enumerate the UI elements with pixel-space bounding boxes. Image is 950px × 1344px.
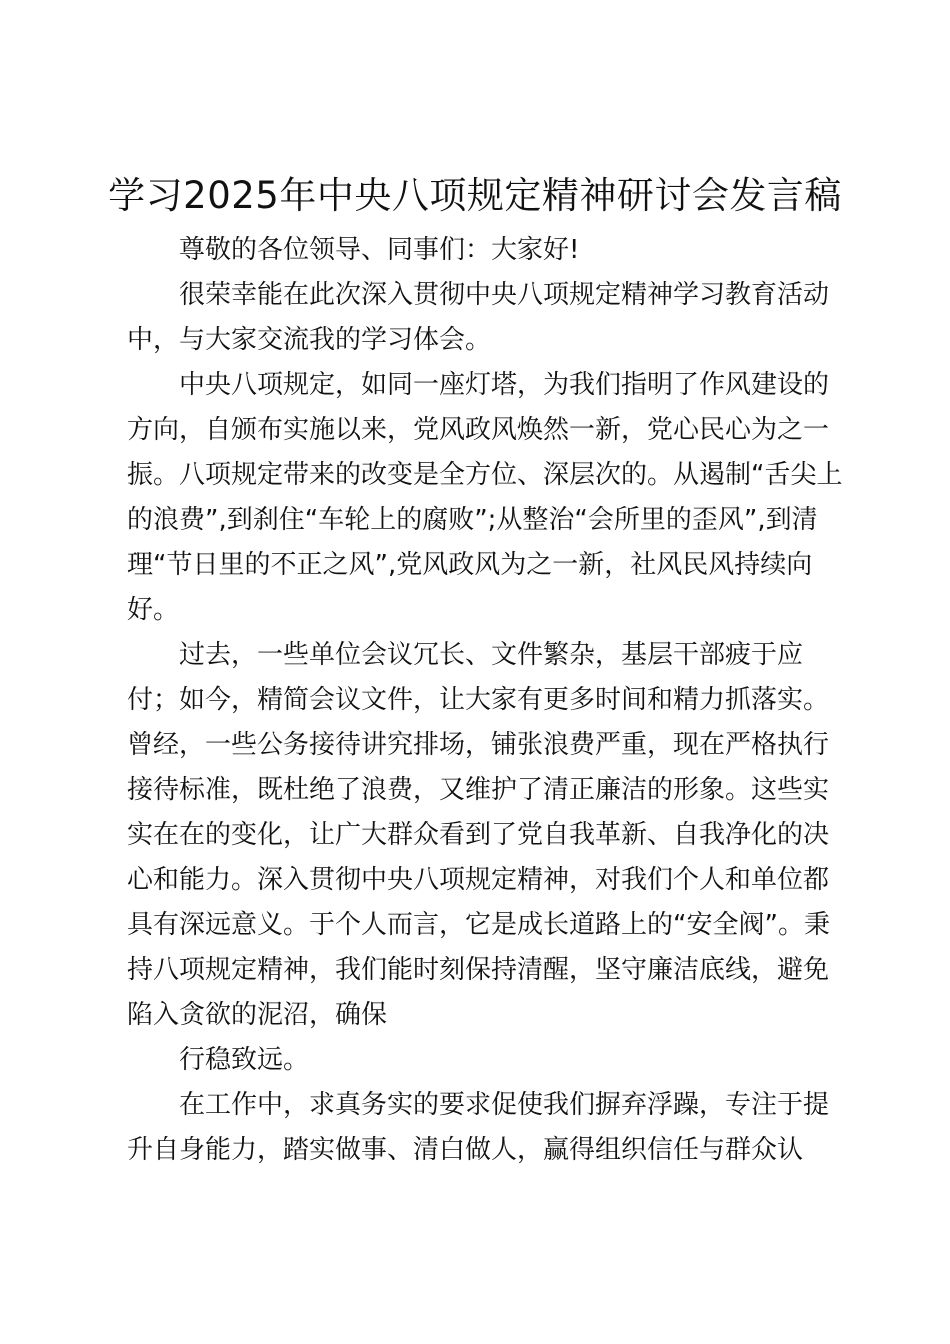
document-body [127,228,843,1173]
text-line: 在工作中，求真务实的要求促使我们摒弃浮躁，专注于提 [179,1090,830,1120]
paragraph-fragment [127,1038,827,1083]
text-line: 持八项规定精神，我们能时刻保持清醒，坚守廉洁底线，避免 [127,955,830,985]
text-line: 具有深远意义。于个人而言，它是成长道路上的“安全阀”。秉 [127,910,830,940]
paragraph-intro [127,273,830,363]
text-line: 方向，自颁布实施以来，党风政风焕然一新，党心民心为之一 [127,415,830,445]
text-line: 付；如今，精简会议文件，让大家有更多时间和精力抓落实。 [127,685,830,715]
text-line: 好。 [127,595,180,625]
text-line: 接待标准，既杜绝了浪费，又维护了清正廉洁的形象。这些实 [127,775,830,805]
text-line: 陷入贪欲的泥沼，确保 [127,1000,388,1030]
paragraph-work [127,1083,830,1173]
text-line: 很荣幸能在此次深入贯彻中央八项规定精神学习教育活动 [179,280,830,310]
document-title: 学习2025年中央八项规定精神研讨会发言稿 [108,174,842,217]
text-line: 尊敬的各位领导、同事们：大家好! [179,235,580,265]
text-line: 实在在的变化，让广大群众看到了党自我革新、自我净化的决 [127,820,830,850]
text-line: 振。八项规定带来的改变是全方位、深层次的。从遏制“舌尖上 [127,460,843,490]
text-line: 中，与大家交流我的学习体会。 [127,325,492,355]
paragraph-changes [127,633,830,1038]
paragraph-greeting [127,228,827,273]
text-line: 理“节日里的不正之风”,党风政风为之一新，社风民风持续向 [127,550,813,580]
text-line: 行稳致远。 [179,1045,310,1075]
paragraph-lighthouse [127,363,843,633]
text-line: 中央八项规定，如同一座灯塔，为我们指明了作风建设的 [179,370,830,400]
text-line: 的浪费”,到刹住“车轮上的腐败”;从整治“会所里的歪风”,到清 [127,505,818,535]
text-line: 升自身能力，踏实做事、清白做人，赢得组织信任与群众认 [127,1135,804,1165]
text-line: 过去，一些单位会议冗长、文件繁杂，基层干部疲于应 [179,640,804,670]
text-line: 曾经，一些公务接待讲究排场，铺张浪费严重，现在严格执行 [127,730,830,760]
text-line: 心和能力。深入贯彻中央八项规定精神，对我们个人和单位都 [127,865,830,895]
